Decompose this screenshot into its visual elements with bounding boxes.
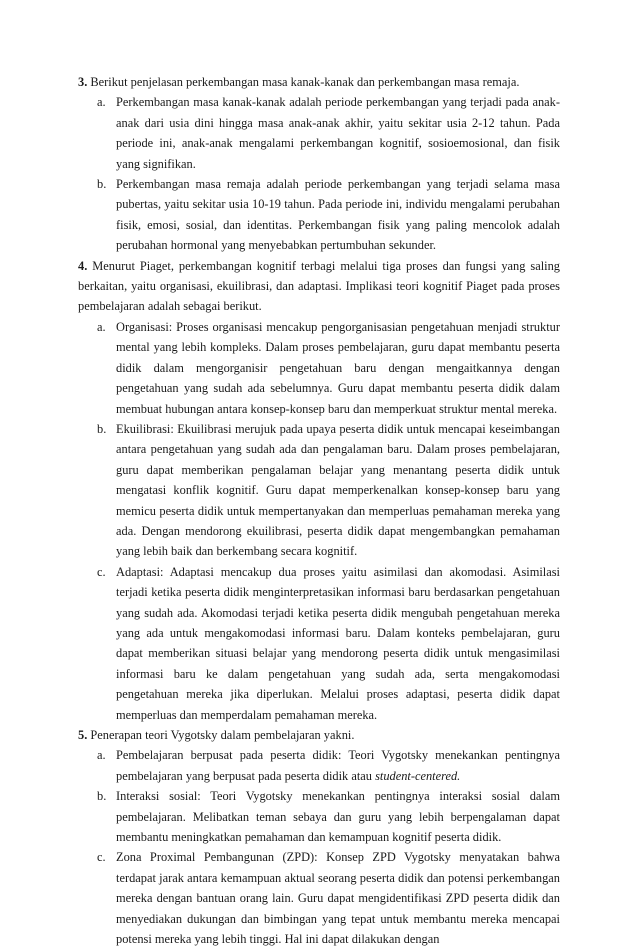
section-intro: [78, 256, 560, 317]
item-label: a.: [97, 748, 106, 763]
item-text: Perkembangan masa remaja adalah periode perkembangan yang terjadi selama masa pubertas, yaitu sekitar usia 10-19 tahun. Pada periode ini, individu mengalami perubahan fisik, emosi, sosial, dan identitas. Perkembangan fisik yang paling mencolok adalah perubahan hormonal yang menyebabkan pertumbuhan sekunder.: [116, 177, 560, 253]
item-label: b.: [97, 421, 107, 436]
item-text: Ekuilibrasi: Ekuilibrasi merujuk pada upaya peserta didik untuk mencapai keseimbangan antara pengetahuan yang sudah ada dan pengalaman baru. Dalam proses pembelajaran, guru dapat memberikan pengalaman belajar yang menantang peserta didik untuk mengatasi konflik kognitif. Guru dapat memperkenalkan konsep-konsep baru yang memicu peserta didik untuk mempertanyakan dan memperluas pemahaman mereka yang ada. Dengan mendorong ekuilibrasi, peserta didik dapat mengembangkan pemahaman yang lebih baik dan berkembang secara kognitif.: [116, 421, 560, 559]
sub-list: [78, 317, 560, 725]
item-label: a.: [97, 319, 106, 334]
section-4: [78, 256, 560, 725]
section-intro-text: Penerapan teori Vygotsky dalam pembelajaran yakni.: [90, 728, 355, 742]
list-item: [78, 317, 560, 419]
list-item: [78, 419, 560, 562]
item-label: a.: [97, 95, 106, 110]
list-item: [78, 847, 560, 949]
section-intro-text: Menurut Piaget, perkembangan kognitif terbagi melalui tiga proses dan fungsi yang saling berkaitan, yaitu organisasi, ekuilibrasi, dan adaptasi. Implikasi teori kognitif Piaget pada proses pembelajaran adalah sebagai berikut.: [78, 258, 560, 314]
item-label: c.: [97, 564, 106, 579]
list-item: [78, 92, 560, 174]
item-text: Organisasi: Proses organisasi mencakup pengorganisasian pengetahuan menjadi struktur mental yang lebih kompleks. Dalam proses pembelajaran, guru dapat membantu peserta didik dalam mengorganisir pengetahuan baru dengan mengaitkannya dengan pengetahuan yang sudah ada sebelumnya. Guru dapat membantu peserta didik dalam membuat hubungan antara konsep-konsep baru dan memperkuat struktur mental mereka.: [116, 319, 560, 416]
list-item: [78, 745, 560, 786]
item-text: Zona Proximal Pembangunan (ZPD): Konsep ZPD Vygotsky menyatakan bahwa terdapat jarak antara kemampuan aktual seorang peserta didik dan potensi perkembangan mereka dengan bantuan orang lain. Guru dapat mengidentifikasi ZPD peserta didik dan menyediakan dukungan dan bimbingan yang tepat untuk membantu mereka mencapai potensi mereka yang lebih tinggi. Hal ini dapat dilakukan dengan: [116, 850, 560, 947]
sub-list: [78, 745, 560, 949]
item-label: c.: [97, 850, 106, 865]
sub-list: [78, 92, 560, 255]
item-emphasis: student-centered.: [375, 768, 461, 783]
list-item: [78, 786, 560, 847]
section-3: [78, 72, 560, 256]
item-label: b.: [97, 789, 107, 804]
list-item: [78, 562, 560, 725]
item-text: Adaptasi: Adaptasi mencakup dua proses yaitu asimilasi dan akomodasi. Asimilasi terjadi ketika peserta didik menginterpretasikan informasi baru berdasarkan pengetahuan yang sudah ada. Akomodasi terjadi ketika peserta didik mengubah pengetahuan mereka yang ada untuk mengakomodasi informasi baru. Dalam konteks pembelajaran, guru dapat memberikan situasi belajar yang mendorong peserta didik untuk mengasimilasi informasi baru ke dalam pengetahuan yang sudah ada, serta mengakomodasi pengetahuan mereka jika diperlukan. Melalui proses adaptasi, peserta didik dapat memperluas dan memperdalam pemahaman mereka.: [116, 564, 560, 722]
item-label: b.: [97, 177, 107, 192]
section-number: 5.: [78, 728, 88, 742]
section-intro: [78, 725, 560, 745]
item-text: Perkembangan masa kanak-kanak adalah periode perkembangan yang terjadi pada anak-anak dari usia dini hingga masa anak-anak akhir, yaitu sekitar usia 2-12 tahun. Pada periode ini, anak-anak mengalami perkembangan kognitif, sosioemosional, dan fisik yang signifikan.: [116, 95, 560, 171]
section-number: 4.: [78, 258, 88, 273]
section-number: 3.: [78, 75, 88, 89]
list-item: [78, 174, 560, 256]
section-intro: [78, 72, 560, 92]
section-intro-text: Berikut penjelasan perkembangan masa kanak-kanak dan perkembangan masa remaja.: [90, 75, 520, 89]
item-text: Pembelajaran berpusat pada peserta didik: Teori Vygotsky menekankan pentingnya pembelajaran yang berpusat pada peserta didik atau: [116, 748, 560, 783]
section-5: [78, 725, 560, 949]
item-text: Interaksi sosial: Teori Vygotsky menekankan pentingnya interaksi sosial dalam pembelajaran. Melibatkan teman sebaya dan guru yang lebih berpengalaman dapat membantu meningkatkan pemahaman dan kemampuan kognitif peserta didik.: [116, 789, 560, 845]
